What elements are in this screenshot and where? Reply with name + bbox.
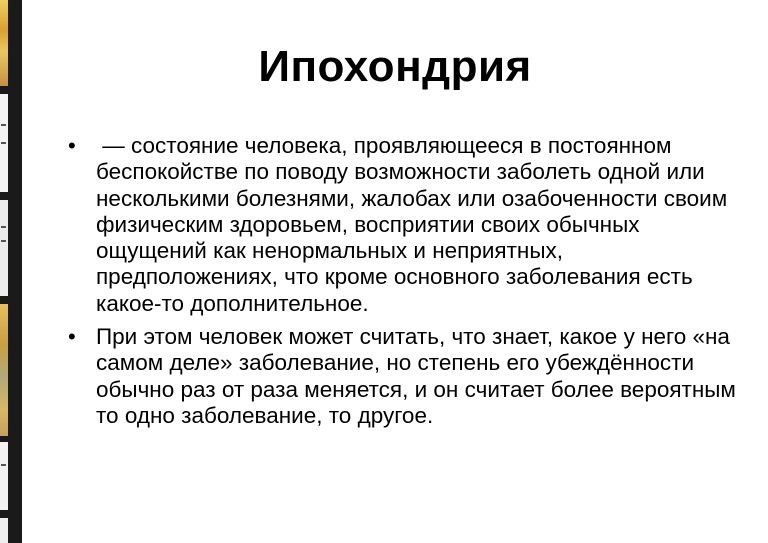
slide-title: Ипохондрия	[258, 42, 532, 91]
thumbnail-text-line	[1, 226, 6, 228]
slide-thumbnail[interactable]	[0, 200, 8, 296]
slide-canvas	[22, 0, 768, 543]
slide-thumbnail[interactable]	[0, 0, 8, 86]
bullet-item	[68, 324, 736, 429]
bullet-text: При этом человек может считать, что знает, какое у него «на самом деле» заболевание, но степень его убеждённости обычно раз от раза меняется, и он считает более вероятным то одно заболевание, то другое.	[96, 324, 736, 428]
slide-thumbnail[interactable]	[0, 442, 8, 510]
slide-thumbnail[interactable]	[0, 518, 8, 543]
bullet-list	[68, 133, 736, 436]
slide-thumbnail[interactable]	[0, 304, 8, 436]
thumbnail-text-line	[1, 464, 6, 466]
bullet-marker: •	[68, 133, 76, 158]
slide-thumbnail-strip	[0, 0, 22, 543]
thumbnail-text-line	[1, 142, 6, 144]
bullet-text: — состояние человека, проявляющееся в постоянном беспокойстве по поводу возможности заболеть одной или несколькими болезнями, жалобах или озабоченности своим физическим здоровьем, восприятии своих обычных ощущений как ненормальных и неприятных, предположениях, что кроме основного заболевания есть какое-то дополнительное.	[96, 133, 734, 316]
bullet-marker: •	[68, 324, 76, 350]
thumbnail-text-line	[1, 124, 6, 126]
thumbnail-text-line	[1, 240, 6, 242]
slide-thumbnail[interactable]	[0, 94, 8, 192]
bullet-item	[68, 133, 736, 317]
